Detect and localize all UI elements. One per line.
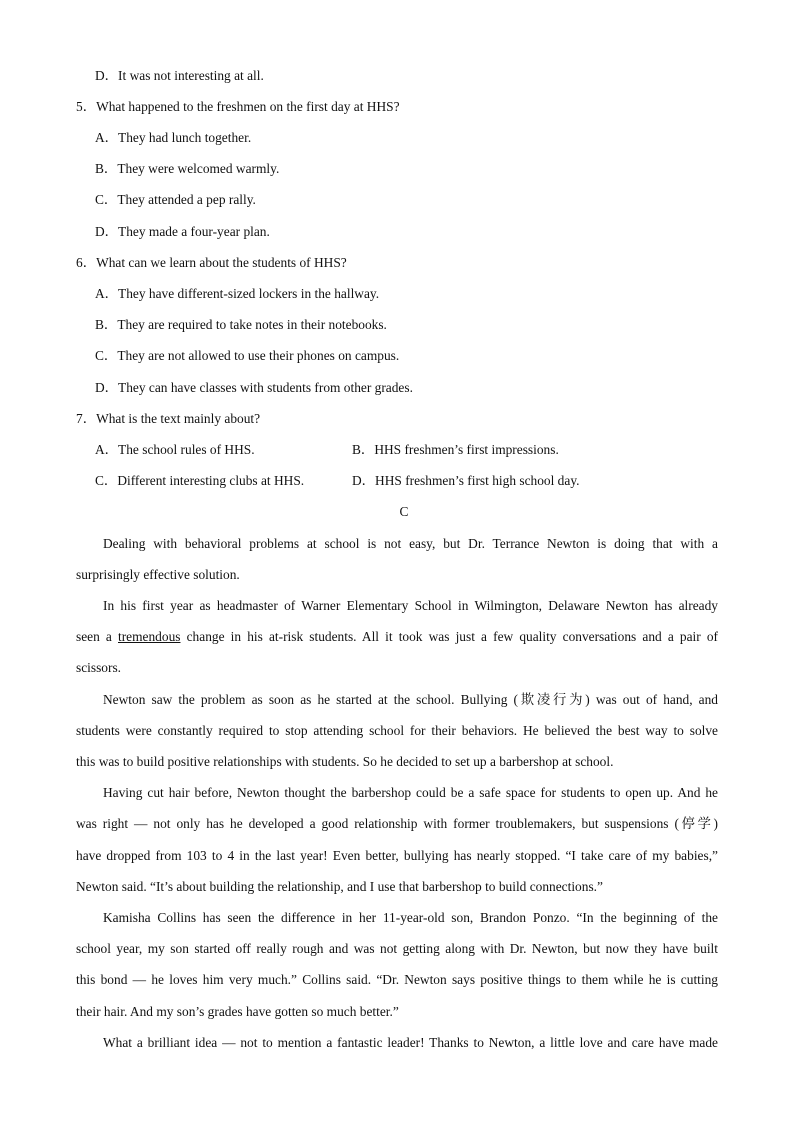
- q5-option-c: C．They attended a pep rally.: [95, 192, 256, 207]
- q5-option-d: D．They made a four-year plan.: [95, 224, 270, 239]
- p5-line: their hair. And my son’s grades have gotten so much better.”: [76, 1004, 399, 1019]
- q5-option-a: A．They had lunch together.: [95, 130, 252, 145]
- p4-line: was right — not only has he developed a good relationship with former troublemakers, but suspensions (停学): [76, 816, 718, 831]
- p4-line: Newton said. “It’s about building the relationship, and I use that barbershop to build connections.”: [76, 879, 603, 894]
- underlined-word-tremendous: tremendous: [118, 629, 181, 644]
- q7-option-d: D．HHS freshmen’s first high school day.: [352, 473, 580, 488]
- q4-option-d: D．It was not interesting at all.: [95, 68, 264, 83]
- q5-stem: 5．What happened to the freshmen on the first day at HHS?: [76, 99, 400, 114]
- p2-line: In his first year as headmaster of Warner Elementary School in Wilmington, Delaware Newton has already: [103, 598, 718, 613]
- q6-option-c: C．They are not allowed to use their phones on campus.: [95, 348, 400, 363]
- q7-option-a: A．The school rules of HHS.: [95, 442, 255, 457]
- p5-line: school year, my son started off really rough and was not getting along with Dr. Newton, but now they have built: [76, 941, 718, 956]
- p1-line: surprisingly effective solution.: [76, 567, 240, 582]
- q7-stem: 7．What is the text mainly about?: [76, 411, 261, 426]
- q7-option-b: B．HHS freshmen’s first impressions.: [352, 442, 559, 457]
- p5-line: this bond — he loves him very much.” Collins said. “Dr. Newton says positive things to them while he is cutting: [76, 972, 718, 987]
- p6-line: What a brilliant idea — not to mention a fantastic leader! Thanks to Newton, a little love and care have made: [103, 1035, 718, 1050]
- p4-line: Having cut hair before, Newton thought the barbershop could be a safe space for students to open up. And he: [103, 785, 718, 800]
- p5-line: Kamisha Collins has seen the difference in her 11-year-old son, Brandon Ponzo. “In the beginning of the: [103, 910, 718, 925]
- q6-option-d: D．They can have classes with students from other grades.: [95, 380, 413, 395]
- q5-option-b: B．They were welcomed warmly.: [95, 161, 280, 176]
- p2-text-after: change in his at-risk students. All it took was just a few quality conversations and a pair of: [180, 629, 719, 644]
- p3-line: this was to build positive relationships with students. So he decided to set up a barbershop at school.: [76, 754, 614, 769]
- q6-stem: 6．What can we learn about the students of HHS?: [76, 255, 347, 270]
- p4-line: have dropped from 103 to 4 in the last year! Even better, bullying has nearly stopped. “I take care of my babies,”: [76, 848, 718, 863]
- p2-line: [76, 629, 718, 645]
- passage-label: C: [399, 504, 409, 519]
- q6-option-a: A．They have different-sized lockers in the hallway.: [95, 286, 380, 301]
- q7-option-c: C．Different interesting clubs at HHS.: [95, 473, 305, 488]
- p2-line: scissors.: [76, 660, 122, 675]
- p1-line: Dealing with behavioral problems at school is not easy, but Dr. Terrance Newton is doing that with a: [103, 536, 718, 551]
- p3-line: Newton saw the problem as soon as he started at the school. Bullying (欺凌行为) was out of hand, and: [103, 692, 718, 707]
- p3-line: students were constantly required to stop attending school for their behaviors. He believed the best way to solve: [76, 723, 718, 738]
- p2-text-before: seen a: [76, 629, 118, 644]
- q6-option-b: B．They are required to take notes in their notebooks.: [95, 317, 387, 332]
